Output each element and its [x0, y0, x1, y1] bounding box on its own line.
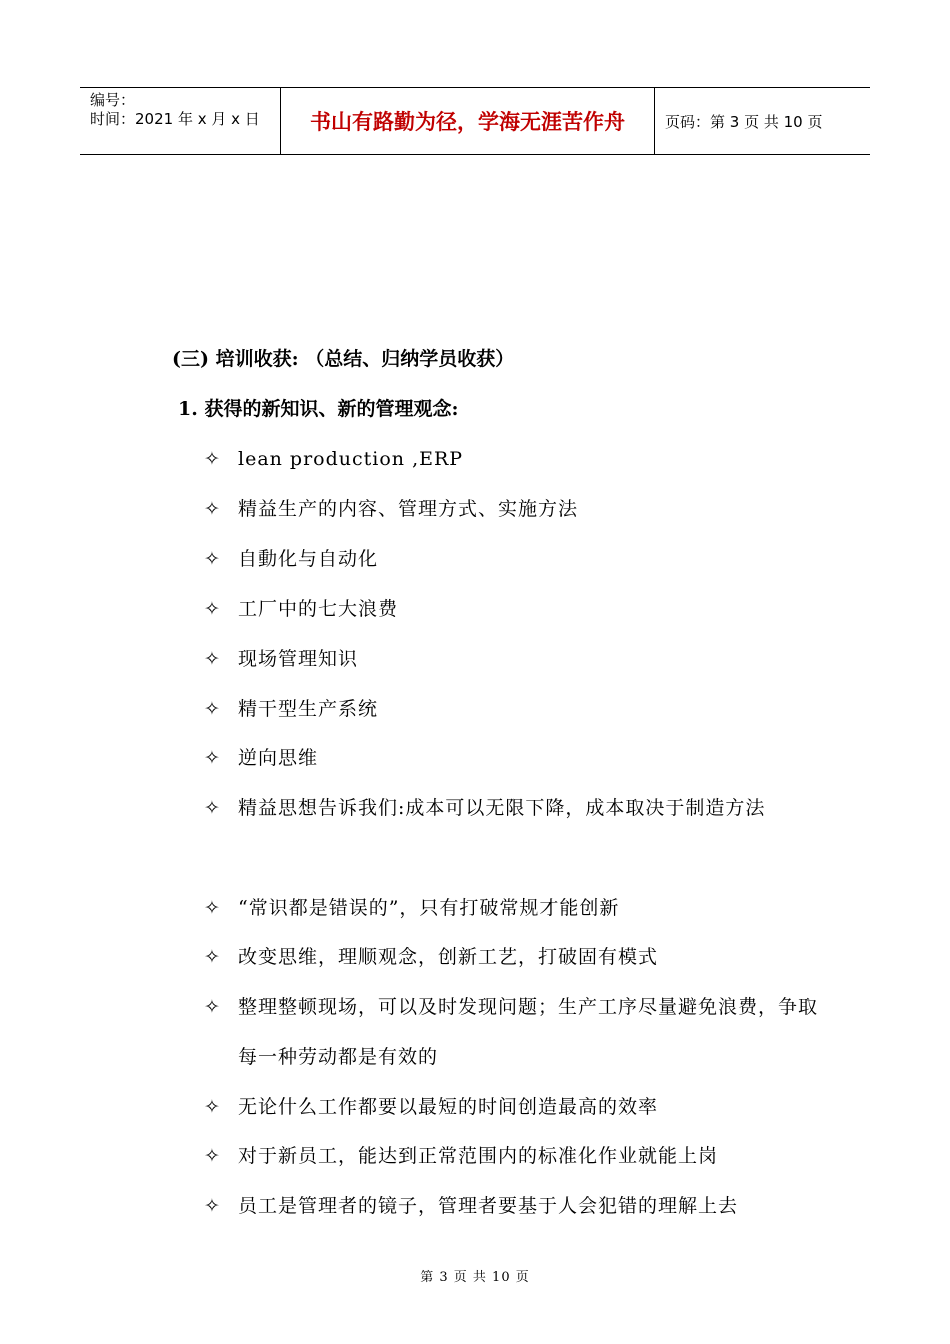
- diamond-bullet-icon: ✧: [204, 1195, 220, 1217]
- diamond-bullet-icon: ✧: [204, 548, 220, 570]
- document-header: [80, 87, 870, 155]
- diamond-bullet-icon: ✧: [204, 1096, 220, 1118]
- diamond-bullet-icon: ✧: [204, 448, 220, 470]
- date-label: 时间：2021 年 x 月 x 日: [90, 110, 260, 128]
- list-item: ✧ 自動化与自动化: [204, 534, 824, 584]
- serial-number-label: 编号：: [90, 91, 136, 109]
- diamond-bullet-icon: ✧: [204, 747, 220, 769]
- header-page-info: 页码：第 3 页 共 10 页: [665, 112, 823, 131]
- diamond-bullet-icon: ✧: [204, 698, 220, 720]
- section-title: (三) 培训收获: （总结、归纳学员收获）: [172, 348, 515, 370]
- diamond-bullet-icon: ✧: [204, 498, 220, 520]
- list-item: ✧ 无论什么工作都要以最短的时间创造最高的效率: [204, 1082, 824, 1132]
- diamond-bullet-icon: ✧: [204, 946, 220, 968]
- list-item: ✧ 逆向思维: [204, 733, 824, 783]
- header-motto: 书山有路勤为径，学海无涯苦作舟: [281, 88, 655, 154]
- list-item: ✧ “常识都是错误的”，只有打破常规才能创新: [204, 883, 824, 933]
- diamond-bullet-icon: ✧: [204, 598, 220, 620]
- list-item: ✧ 工厂中的七大浪费: [204, 584, 824, 634]
- header-meta-cell: [80, 88, 281, 154]
- list-item: ✧ 员工是管理者的镜子，管理者要基于人会犯错的理解上去: [204, 1181, 824, 1231]
- list-item: ✧ 精益思想告诉我们:成本可以无限下降，成本取决于制造方法: [204, 783, 824, 833]
- diamond-bullet-icon: ✧: [204, 996, 220, 1018]
- list-item: ✧ 改变思维，理顺观念，创新工艺，打破固有模式: [204, 932, 824, 982]
- subsection-title: 1. 获得的新知识、新的管理观念:: [178, 398, 459, 420]
- diamond-bullet-icon: ✧: [204, 797, 220, 819]
- diamond-bullet-icon: ✧: [204, 897, 220, 919]
- list-item: ✧ 现场管理知识: [204, 634, 824, 684]
- diamond-bullet-icon: ✧: [204, 1145, 220, 1167]
- list-item: ✧ 整理整顿现场，可以及时发现问题；生产工序尽量避免浪费，争取每一种劳动都是有效的: [204, 982, 824, 1082]
- list-item: ✧ 精益生产的内容、管理方式、实施方法: [204, 484, 824, 534]
- diamond-bullet-icon: ✧: [204, 648, 220, 670]
- list-item: ✧ 精干型生产系统: [204, 684, 824, 734]
- list-item: ✧ lean production ,ERP: [204, 434, 824, 484]
- list-item: ✧ 对于新员工，能达到正常范围内的标准化作业就能上岗: [204, 1131, 824, 1181]
- page-footer: 第 3 页 共 10 页: [420, 1270, 530, 1285]
